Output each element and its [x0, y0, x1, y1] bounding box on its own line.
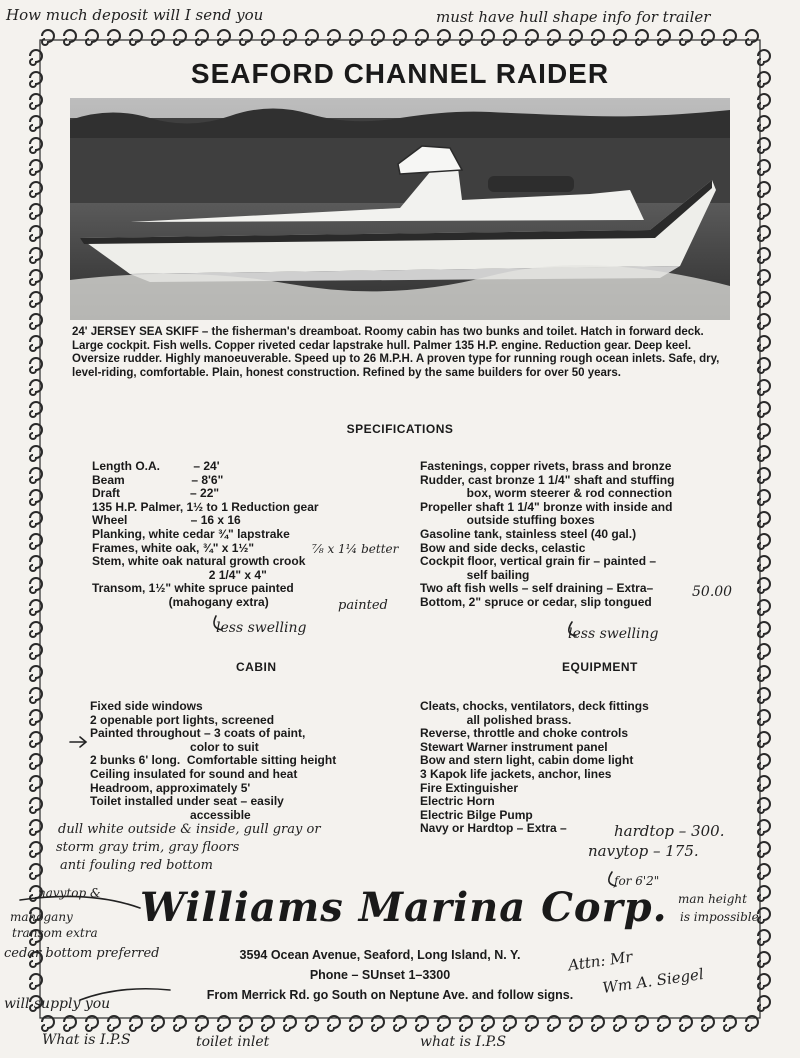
cabin-line: Toilet installed under seat – easily: [90, 794, 284, 809]
specifications-heading: SPECIFICATIONS: [346, 422, 454, 436]
spec-line: Frames, white oak, ¾" x 1½": [92, 540, 255, 555]
spec-line: 135 H.P. Palmer, 1½ to 1 Reduction gear: [92, 499, 319, 514]
handwritten-note-ips-2: what is I.P.S: [420, 1034, 507, 1050]
spec-line: 2 1/4" x 4": [92, 567, 267, 582]
equipment-line: Electric Horn: [420, 794, 495, 809]
cabin-line: Headroom, approximately 5': [90, 780, 251, 795]
equipment-line: all polished brass.: [420, 712, 572, 727]
handwritten-note-supply: will supply you: [4, 996, 111, 1012]
equipment-line: Navy or Hardtop – Extra –: [420, 821, 567, 836]
company-phone: Phone – SUnset 1–3300: [309, 968, 451, 982]
spec-line: outside stuffing boxes: [420, 513, 595, 528]
company-directions: From Merrick Rd. go South on Neptune Ave. and follow signs.: [206, 988, 574, 1002]
equipment-line: Reverse, throttle and choke controls: [420, 726, 629, 741]
handwritten-note-paint-3: anti fouling red bottom: [60, 858, 213, 873]
handwritten-note-trailer: must have hull shape info for trailer: [436, 8, 711, 26]
spec-line: (mahogany extra): [92, 594, 269, 609]
cabin-line: Painted throughout – 3 coats of paint,: [90, 726, 306, 741]
handwritten-attn-2: Wm A. Siegel: [601, 964, 705, 998]
equipment-heading: EQUIPMENT: [562, 660, 638, 674]
cabin-line: accessible: [90, 807, 251, 822]
page-title: SEAFORD CHANNEL RAIDER: [190, 58, 610, 89]
equipment-line: 3 Kapok life jackets, anchor, lines: [420, 766, 612, 781]
spec-line: Length O.A. – 24': [92, 459, 220, 473]
handwritten-note-ips: What is I.P.S: [42, 1032, 131, 1048]
equipment-line: Electric Bilge Pump: [420, 807, 533, 822]
spec-line: Fastenings, copper rivets, brass and bronze: [420, 459, 672, 473]
cabin-line: color to suit: [90, 739, 259, 754]
navytop-price: navytop – 175.: [588, 842, 699, 860]
hardtop-price: hardtop – 300.: [614, 822, 725, 840]
equipment-line: Fire Extinguisher: [420, 780, 519, 795]
handwritten-note-transom-extra: transom extra: [12, 926, 98, 940]
spec-line: Propeller shaft 1 1/4" bronze with inside and: [420, 499, 673, 514]
handwritten-note-toilet-inlet: toilet inlet: [196, 1034, 270, 1050]
spec-line: Wheel – 16 x 16: [92, 513, 241, 528]
handwritten-note-navytop: navytop &: [38, 886, 101, 900]
arrow-less-swelling-right: [569, 622, 576, 636]
cabin-line: Ceiling insulated for sound and heat: [90, 766, 298, 781]
company-address: 3594 Ocean Avenue, Seaford, Long Island, N. Y.: [239, 948, 521, 962]
cabin-line: 2 openable port lights, screened: [90, 712, 275, 727]
equipment-line: Cleats, chocks, ventilators, deck fittings: [420, 699, 649, 713]
spec-line: Bottom, 2" spruce or cedar, slip tongued: [420, 594, 652, 609]
handwritten-note-cedar: cedar bottom preferred: [4, 946, 160, 961]
handwritten-note-paint-2: storm gray trim, gray floors: [56, 840, 240, 855]
fish-wells-price: 50.00: [692, 584, 733, 600]
handwritten-note-paint-1: dull white outside & inside, gull gray or: [58, 822, 321, 837]
handwritten-note-height-1: for 6'2": [614, 874, 660, 888]
arrow-less-swelling-left: [214, 616, 222, 630]
spec-line: Beam – 8'6": [92, 472, 224, 487]
spec-line: Stem, white oak natural growth crook: [92, 554, 306, 569]
handwritten-note-mahogany: mahogany: [10, 910, 73, 924]
handwritten-note-height-2: man height: [678, 892, 747, 906]
spec-line: Planking, white cedar ¾" lapstrake: [92, 526, 290, 541]
spec-line: Rudder, cast bronze 1 1/4" shaft and stuffing: [420, 472, 675, 487]
cabin-line: 2 bunks 6' long. Comfortable sitting height: [90, 753, 337, 768]
handwritten-note-deposit: How much deposit will I send you: [6, 6, 264, 24]
equipment-line: Stewart Warner instrument panel: [420, 739, 608, 754]
cabin-line: Fixed side windows: [90, 699, 203, 713]
spec-line: Transom, 1½" white spruce painted: [92, 581, 294, 596]
spec-line: Gasoline tank, stainless steel (40 gal.): [420, 526, 637, 541]
stroke-left-2: [80, 989, 170, 1000]
stroke-left-1: [20, 896, 140, 908]
spec-line: Two aft fish wells – self draining – Extra–: [420, 581, 654, 596]
handwritten-note-transom: painted: [338, 598, 388, 613]
spec-line: Cockpit floor, vertical grain fir – painted –: [420, 554, 657, 569]
handwritten-note-less-swelling-left: less swelling: [216, 620, 307, 636]
spec-line: box, worm steerer & rod connection: [420, 486, 673, 501]
cabin-heading: CABIN: [236, 660, 277, 674]
arrow-height: [609, 872, 616, 886]
handwritten-note-less-swelling-right: less swelling: [568, 626, 659, 642]
spec-line: Bow and side decks, celastic: [420, 540, 586, 555]
company-name: Williams Marina Corp.: [140, 884, 668, 931]
handwritten-attn-1: Attn: Mr: [567, 947, 634, 975]
boat-description: 24' JERSEY SEA SKIFF – the fisherman's dreamboat. Roomy cabin has two bunks and toilet. Hatch in forward deck. Large cockpit. Fish wells. Copper riveted cedar lapstrake hull. Palmer 135 H.P. engine. Reduction gear. Deep keel. Oversize rudder. Highly manoeuverable. Speed up to 26 M.P.H. A proven type for running rough ocean inlets. Safe, dry, level-riding, comfortable. Plain, honest construction. Refined by the same builders for over 50 years.: [72, 326, 720, 379]
spec-line: self bailing: [420, 567, 530, 582]
handwritten-note-height-3: is impossible: [680, 910, 759, 924]
spec-line: Draft – 22": [92, 486, 220, 501]
handwritten-note-frames: ⅞ x 1¼ better: [312, 542, 399, 556]
equipment-line: Bow and stern light, cabin dome light: [420, 753, 634, 768]
